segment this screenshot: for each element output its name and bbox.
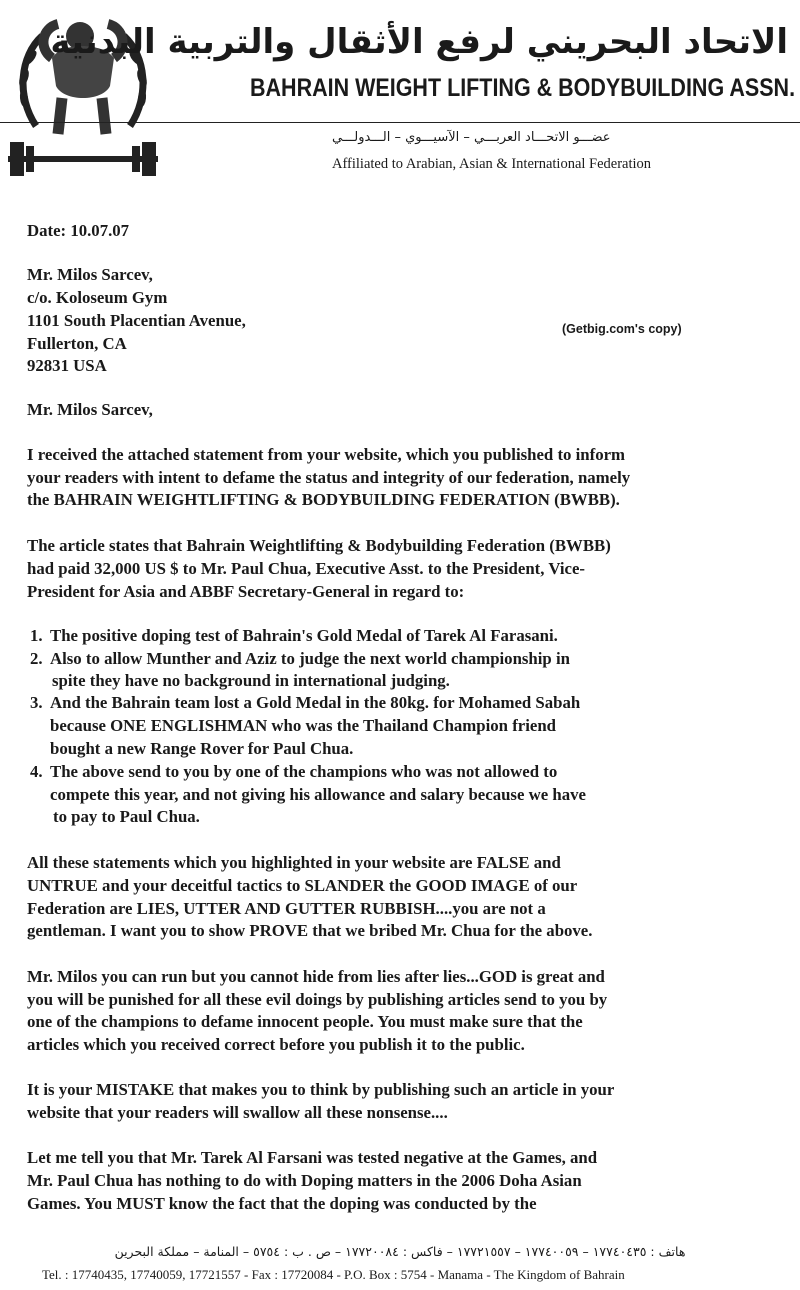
list-item-line: spite they have no background in international judging. [52, 671, 450, 690]
paragraph-line: the BAHRAIN WEIGHTLIFTING & BODYBUILDING FEDERATION (BWBB). [27, 490, 620, 509]
list-number: 4. [30, 762, 43, 781]
list-item-line: bought a new Range Rover for Paul Chua. [50, 739, 354, 758]
list-item-line: compete this year, and not giving his allowance and salary because we have [50, 785, 586, 804]
address-line: Mr. Milos Sarcev, [27, 265, 153, 284]
salutation: Mr. Milos Sarcev, [27, 400, 153, 419]
address-line: Fullerton, CA [27, 334, 127, 353]
list-item-line: And the Bahrain team lost a Gold Medal in the 80kg. for Mohamed Sabah [50, 693, 581, 712]
list-number: 1. [30, 626, 43, 645]
address-line: c/o. Koloseum Gym [27, 288, 168, 307]
footer-english-contact: Tel. : 17740435, 17740059, 17721557 - Fax : 17720084 - P.O. Box : 5754 - Manama - The Kingdom of Bahrain [42, 1267, 625, 1282]
list-item-line: The above send to you by one of the champions who was not allowed to [50, 762, 558, 781]
address-line: 92831 USA [27, 356, 107, 375]
list-item-line: because ONE ENGLISHMAN who was the Thailand Champion friend [50, 716, 557, 735]
letterhead-english-affiliation: Affiliated to Arabian, Asian & International Federation [332, 156, 652, 172]
paragraph-line: website that your readers will swallow all these nonsense.... [27, 1103, 448, 1122]
paragraph-line: The article states that Bahrain Weightlifting & Bodybuilding Federation (BWBB) [27, 536, 611, 555]
paragraph-line: Mr. Paul Chua has nothing to do with Doping matters in the 2006 Doha Asian [27, 1171, 582, 1190]
list-item-line: to pay to Paul Chua. [53, 807, 200, 826]
paragraph-line: Games. You MUST know the fact that the doping was conducted by the [27, 1194, 537, 1213]
letterhead-arabic-affiliation: عضـــو الاتحـــاد العربـــي – الآسيـــوي – الـــدولـــي [332, 130, 611, 145]
paragraph-line: one of the champions to defame innocent people. You must make sure that the [27, 1012, 583, 1031]
paragraph-line: I received the attached statement from your website, which you published to inform [27, 445, 626, 464]
paragraph-line: It is your MISTAKE that makes you to think by publishing such an article in your [27, 1080, 615, 1099]
paragraph-line: Let me tell you that Mr. Tarek Al Farsani was tested negative at the Games, and [27, 1148, 598, 1167]
list-item-line: Also to allow Munther and Aziz to judge the next world championship in [50, 649, 570, 668]
letterhead-arabic-title: الاتحاد البحريني لرفع الأثقال والتربية البدنية [50, 22, 788, 62]
paragraph-line: President for Asia and ABBF Secretary-General in regard to: [27, 582, 465, 601]
paragraph-line: gentleman. I want you to show PROVE that we bribed Mr. Chua for the above. [27, 921, 593, 940]
paragraph-line: UNTRUE and your deceitful tactics to SLANDER the GOOD IMAGE of our [27, 876, 578, 895]
letterhead-english-title: BAHRAIN WEIGHT LIFTING & BODYBUILDING ASSN. [250, 74, 796, 102]
list-number: 2. [30, 649, 43, 668]
paragraph-line: articles which you received correct before you publish it to the public. [27, 1035, 525, 1054]
paragraph-line: you will be punished for all these evil doings by publishing articles send to you by [27, 990, 608, 1009]
paragraph-line: your readers with intent to defame the status and integrity of our federation, namely [27, 468, 631, 487]
paragraph-line: Federation are LIES, UTTER AND GUTTER RUBBISH....you are not a [27, 899, 546, 918]
paragraph-line: All these statements which you highlighted in your website are FALSE and [27, 853, 561, 872]
paragraph-line: Mr. Milos you can run but you cannot hide from lies after lies...GOD is great and [27, 967, 605, 986]
copy-note: (Getbig.com's copy) [562, 322, 682, 336]
footer-arabic-contact: هاتف : ١٧٧٤٠٤٣٥ – ١٧٧٤٠٠٥٩ – ١٧٧٢١٥٥٧ – فاكس : ١٧٧٢٠٠٨٤ – ص . ب : ٥٧٥٤ – المنامة – مملكة البحرين [114, 1244, 686, 1259]
list-number: 3. [30, 693, 43, 712]
list-item-line: The positive doping test of Bahrain's Gold Medal of Tarek Al Farasani. [50, 626, 558, 645]
letter-date: Date: 10.07.07 [27, 221, 130, 240]
letterhead-rule [0, 122, 800, 123]
address-line: 1101 South Placentian Avenue, [27, 311, 246, 330]
paragraph-line: had paid 32,000 US $ to Mr. Paul Chua, Executive Asst. to the President, Vice- [27, 559, 585, 578]
